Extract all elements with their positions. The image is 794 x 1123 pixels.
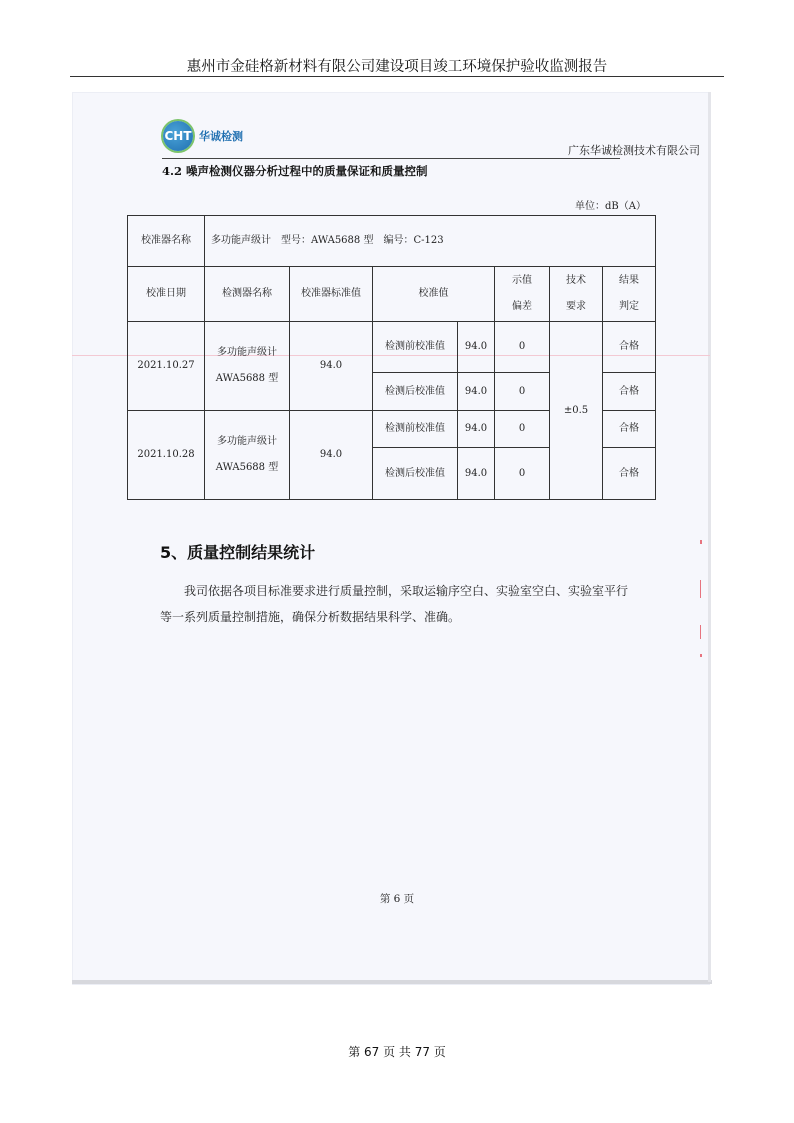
table-header-cell: 校准值 xyxy=(373,267,495,322)
table-cell: 94.0 xyxy=(458,373,495,411)
table-cell: 合格 xyxy=(603,411,656,448)
header-text: 技术 xyxy=(566,275,586,286)
scan-artifact-mark xyxy=(700,625,701,639)
table-cell: 合格 xyxy=(603,448,656,500)
table-cell: 94.0 xyxy=(290,322,373,411)
table-header-row xyxy=(128,267,656,322)
scan-artifact-mark xyxy=(700,654,702,657)
table-cell: 多功能声级计 型号：AWA5688 型 编号：C-123 xyxy=(205,216,656,267)
table-cell: 合格 xyxy=(603,373,656,411)
table-cell: 2021.10.27 xyxy=(128,322,205,411)
logo-mark-icon: CHT xyxy=(163,121,193,151)
table-cell: 合格 xyxy=(603,322,656,373)
header-text: 判定 xyxy=(619,301,640,312)
scan-right-edge xyxy=(708,92,711,982)
cell-text: AWA5688 型 xyxy=(215,462,279,473)
header-divider xyxy=(70,76,724,77)
inner-page-number: 第 6 页 xyxy=(379,893,415,905)
report-header-title: 惠州市金硅格新材料有限公司建设项目竣工环境保护验收监测报告 xyxy=(186,59,608,75)
header-text: 示值 xyxy=(512,275,532,286)
table-cell xyxy=(205,411,290,500)
calibration-table xyxy=(127,215,656,500)
header-text: 结果 xyxy=(619,275,640,286)
table-cell: 检测前校准值 xyxy=(373,322,458,373)
header-text: 要求 xyxy=(566,301,586,312)
scan-artifact-mark xyxy=(700,540,702,544)
scan-bottom-edge xyxy=(72,980,712,984)
table-cell: 94.0 xyxy=(290,411,373,500)
table-cell: 94.0 xyxy=(458,448,495,500)
table-cell: 94.0 xyxy=(458,411,495,448)
scan-artifact-mark xyxy=(700,580,701,598)
table-cell: 检测后校准值 xyxy=(373,448,458,500)
page-footer: 第 67 页 共 77 页 xyxy=(348,1045,446,1059)
cell-text: AWA5688 型 xyxy=(215,373,279,384)
section-5-title: 5、质量控制结果统计 xyxy=(160,543,316,562)
header-text: 偏差 xyxy=(512,301,532,312)
table-cell: 0 xyxy=(495,373,550,411)
table-cell: ±0.5 xyxy=(550,322,603,500)
table-row xyxy=(128,216,656,267)
table-header-cell: 校准器标准值 xyxy=(290,267,373,322)
table-cell: 94.0 xyxy=(458,322,495,373)
table-cell xyxy=(205,322,290,411)
table-cell: 校准器名称 xyxy=(128,216,205,267)
logo-text: 华诚检测 xyxy=(199,130,243,143)
table-cell: 0 xyxy=(495,411,550,448)
table-cell: 2021.10.28 xyxy=(128,411,205,500)
table-cell: 0 xyxy=(495,448,550,500)
table-header-cell xyxy=(495,267,550,322)
unit-label: 单位：dB（A） xyxy=(575,201,646,212)
table-cell: 检测前校准值 xyxy=(373,411,458,448)
scan-header-divider xyxy=(162,158,620,159)
company-logo xyxy=(163,120,243,152)
section-5-paragraph: 我司依据各项目标准要求进行质量控制，采取运输序空白、实验室空白、实验室平行等一系列质量控制措施，确保分析数据结果科学、准确。 xyxy=(160,584,629,624)
cell-text: 多功能声级计 xyxy=(217,347,277,358)
table-cell: 检测后校准值 xyxy=(373,373,458,411)
company-name: 广东华诚检测技术有限公司 xyxy=(568,144,700,157)
table-header-cell: 检测器名称 xyxy=(205,267,290,322)
cell-text: 多功能声级计 xyxy=(217,436,277,447)
table-cell: 0 xyxy=(495,322,550,373)
table-row xyxy=(128,322,656,373)
table-header-cell: 校准日期 xyxy=(128,267,205,322)
table-header-cell xyxy=(603,267,656,322)
table-header-cell xyxy=(550,267,603,322)
section-title: 4.2 噪声检测仪器分析过程中的质量保证和质量控制 xyxy=(162,164,428,178)
